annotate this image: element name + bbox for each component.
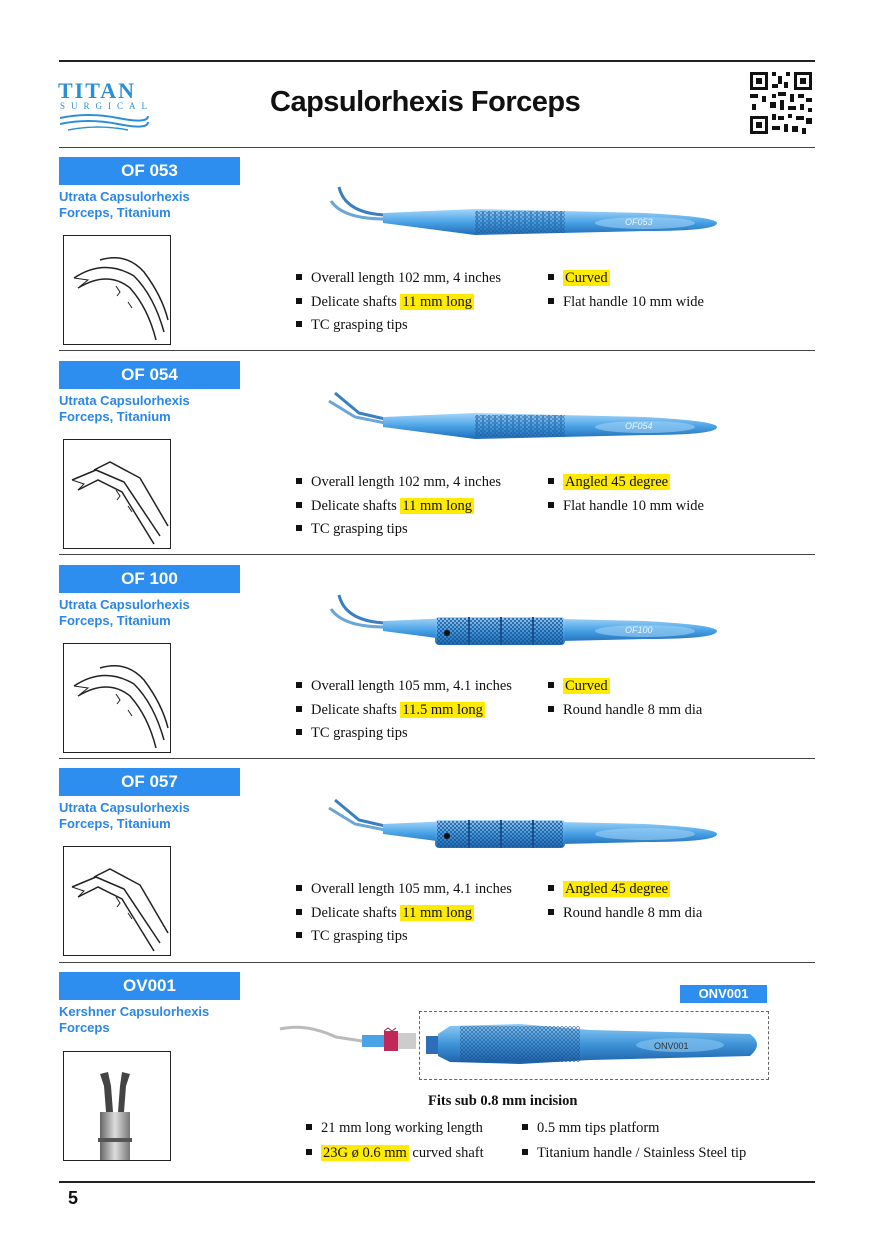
spec-highlight: 11 mm long (402, 905, 472, 921)
bullet-icon (548, 885, 554, 891)
bullet-icon (296, 932, 302, 938)
forceps-image (325, 383, 725, 463)
logo-waves-icon (58, 112, 150, 134)
spec-item (548, 473, 670, 491)
spec-text: Titanium handle / Stainless Steel tip (537, 1145, 747, 1161)
bullet-icon (548, 909, 554, 915)
section-divider (59, 350, 815, 351)
spec-item (548, 701, 702, 719)
spec-item (306, 1144, 484, 1162)
tip-outline-icon (64, 440, 170, 548)
product-code: OF 100 (59, 565, 240, 593)
logo-subtext: SURGICAL (60, 101, 154, 111)
product-description (59, 393, 259, 425)
forceps-picture (325, 383, 725, 468)
product-description (59, 800, 259, 832)
description-line-1: Utrata Capsulorhexis (59, 189, 190, 204)
spec-highlight: 11 mm long (402, 294, 472, 310)
product-description (59, 597, 259, 629)
spec-text-suffix: curved shaft (408, 1145, 484, 1161)
description-line-2: Forceps, Titanium (59, 613, 171, 628)
spec-item (548, 497, 704, 515)
product-code: OF 054 (59, 361, 240, 389)
description-line-2: Forceps, Titanium (59, 816, 171, 831)
ov001-handle-image (420, 1012, 768, 1079)
spec-text: Round handle 8 mm dia (563, 702, 703, 718)
spec-item (548, 269, 610, 287)
spec-highlight: 11.5 mm long (402, 702, 483, 718)
spec-item (296, 677, 512, 695)
handle-detail-frame (419, 1011, 769, 1080)
spec-highlight: Angled 45 degree (565, 474, 669, 490)
forceps-tip-detail-icon (64, 1052, 170, 1160)
tip-outline-icon (64, 644, 170, 752)
section-divider (59, 962, 815, 963)
tip-detail-image (63, 1051, 171, 1161)
bullet-icon (296, 478, 302, 484)
page-number: 5 (68, 1188, 79, 1208)
description-line-1: Utrata Capsulorhexis (59, 597, 190, 612)
spec-item (296, 880, 512, 898)
bullet-icon (306, 1149, 312, 1155)
forceps-image (325, 179, 725, 259)
spec-item (522, 1144, 746, 1162)
tip-outline-icon (64, 847, 170, 955)
section-divider (59, 554, 815, 555)
spec-text: Delicate shafts (311, 294, 401, 310)
tip-outline-icon (64, 236, 170, 344)
spec-item (548, 880, 670, 898)
spec-item (296, 316, 408, 334)
bullet-icon (296, 321, 302, 327)
qr-code-icon[interactable] (748, 70, 814, 136)
bullet-icon (548, 274, 554, 280)
engraving-text: ONV001 (654, 1041, 689, 1051)
spec-highlight: 23G ø 0.6 mm (323, 1145, 407, 1161)
bullet-icon (296, 885, 302, 891)
page-title: Capsulorhexis Forceps (270, 86, 581, 118)
product-description (59, 189, 259, 221)
description-line-1: Utrata Capsulorhexis (59, 800, 190, 815)
tip-detail-image (63, 235, 171, 345)
spec-item (306, 1119, 483, 1137)
fits-note: Fits sub 0.8 mm incision (428, 1093, 578, 1109)
bullet-icon (522, 1149, 528, 1155)
spec-text: 21 mm long working length (321, 1120, 483, 1136)
bullet-icon (296, 502, 302, 508)
tip-detail-image (63, 439, 171, 549)
spec-text: Delicate shafts (311, 498, 401, 514)
product-description (59, 1004, 259, 1036)
spec-item (296, 293, 474, 311)
spec-text: Flat handle 10 mm wide (563, 294, 704, 310)
section-divider (59, 758, 815, 759)
engraving-text: OF100 (625, 625, 653, 635)
bullet-icon (548, 682, 554, 688)
spec-item (296, 904, 474, 922)
ov001-instrument-image (276, 1015, 416, 1065)
spec-text: TC grasping tips (311, 317, 408, 333)
bullet-icon (296, 298, 302, 304)
tip-detail-image (63, 643, 171, 753)
variant-tag: ONV001 (680, 985, 767, 1003)
bullet-icon (522, 1124, 528, 1130)
spec-text: Flat handle 10 mm wide (563, 498, 704, 514)
description-line-2: Forceps (59, 1020, 110, 1035)
product-code: OF 057 (59, 768, 240, 796)
spec-item (548, 293, 704, 311)
spec-item (296, 269, 501, 287)
bullet-icon (296, 682, 302, 688)
spec-text: 0.5 mm tips platform (537, 1120, 660, 1136)
tip-detail-image (63, 846, 171, 956)
spec-highlight: Curved (565, 678, 608, 694)
spec-item (548, 904, 702, 922)
bullet-icon (548, 502, 554, 508)
spec-text: Delicate shafts (311, 702, 401, 718)
spec-item (296, 497, 474, 515)
bullet-icon (548, 706, 554, 712)
bullet-icon (548, 298, 554, 304)
bottom-rule (59, 1181, 815, 1183)
spec-highlight: Angled 45 degree (565, 881, 669, 897)
product-code: OV001 (59, 972, 240, 1000)
spec-item (522, 1119, 659, 1137)
top-rule (59, 60, 815, 62)
spec-item (548, 677, 610, 695)
bullet-icon (296, 274, 302, 280)
spec-item (296, 927, 408, 945)
spec-text: TC grasping tips (311, 725, 408, 741)
spec-text: Overall length 105 mm, 4.1 inches (311, 881, 512, 897)
description-line-1: Kershner Capsulorhexis (59, 1004, 210, 1019)
bullet-icon (296, 706, 302, 712)
spec-text: Overall length 102 mm, 4 inches (311, 270, 502, 286)
forceps-image (325, 587, 725, 667)
bullet-icon (296, 909, 302, 915)
product-code: OF 053 (59, 157, 240, 185)
header-divider (59, 147, 815, 148)
spec-text: TC grasping tips (311, 928, 408, 944)
spec-highlight: Curved (565, 270, 608, 286)
bullet-icon (306, 1124, 312, 1130)
description-line-2: Forceps, Titanium (59, 205, 171, 220)
spec-item (296, 473, 501, 491)
forceps-picture (325, 790, 725, 875)
spec-text: Overall length 102 mm, 4 inches (311, 474, 502, 490)
spec-text: Overall length 105 mm, 4.1 inches (311, 678, 512, 694)
bullet-icon (548, 478, 554, 484)
description-line-2: Forceps, Titanium (59, 409, 171, 424)
spec-text: Delicate shafts (311, 905, 401, 921)
forceps-image (325, 790, 725, 870)
spec-text: Round handle 8 mm dia (563, 905, 703, 921)
engraving-text: OF054 (625, 421, 653, 431)
spec-item (296, 701, 485, 719)
engraving-text: OF053 (625, 217, 653, 227)
spec-highlight: 11 mm long (402, 498, 472, 514)
spec-item (296, 724, 408, 742)
description-line-1: Utrata Capsulorhexis (59, 393, 190, 408)
bullet-icon (296, 729, 302, 735)
logo-text: TITAN (58, 78, 137, 103)
forceps-picture (325, 587, 725, 672)
spec-item (296, 520, 408, 538)
bullet-icon (296, 525, 302, 531)
forceps-picture (325, 179, 725, 264)
spec-text: TC grasping tips (311, 521, 408, 537)
